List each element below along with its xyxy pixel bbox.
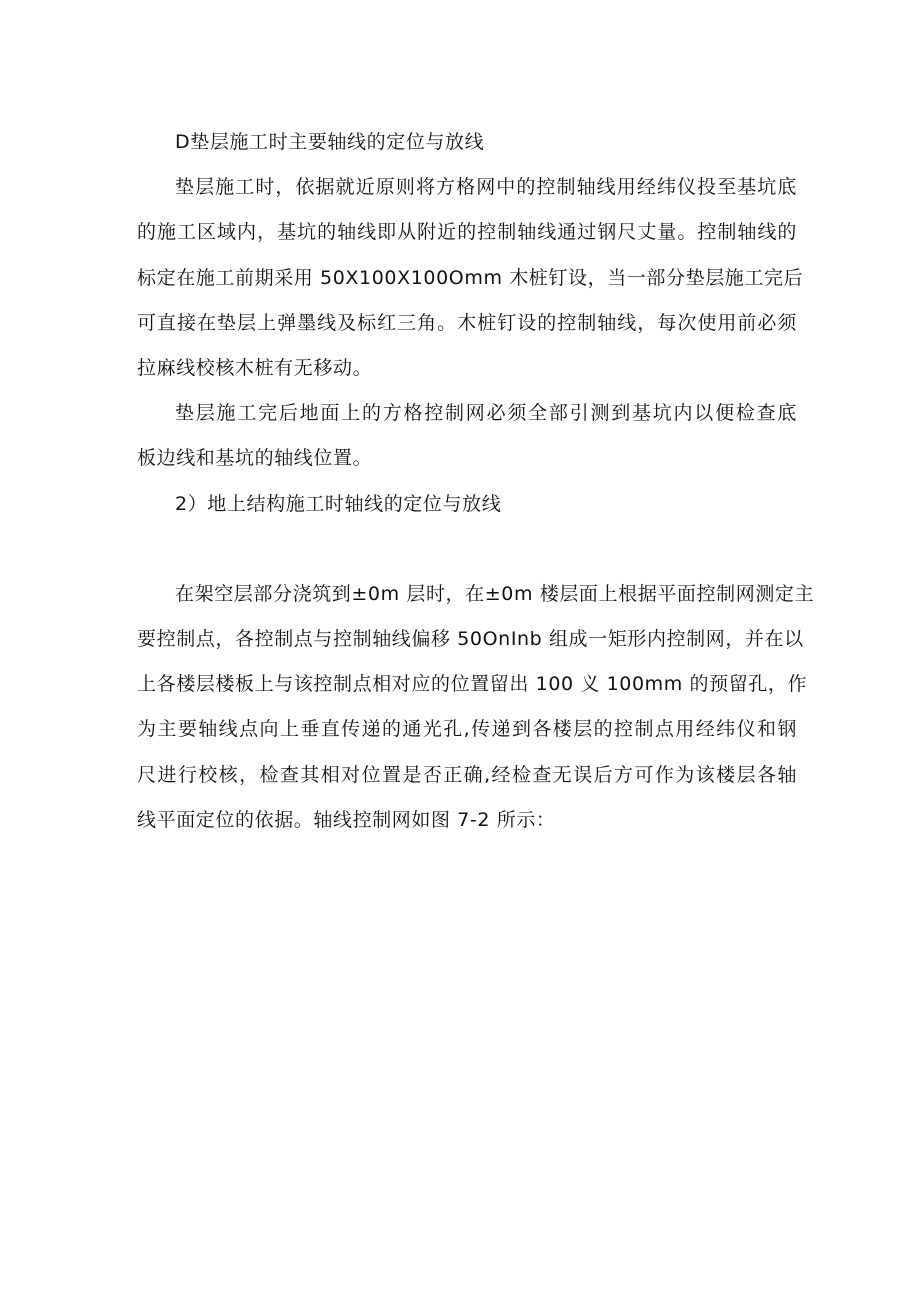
paragraph-3-line-2: 要控制点，各控制点与控制轴线偏移 50OnInb 组成一矩形内控制网，并在以 [137,628,804,650]
paragraph-3-line-5: 尺进行校核，检查其相对位置是否正确,经检查无误后方可作为该楼层各轴 [137,764,797,786]
paragraph-3-line-1: 在架空层部分浇筑到±0m 层时，在±0m 楼层面上根据平面控制网测定主 [175,583,815,605]
paragraph-1-line-3: 标定在施工前期采用 50X100X100Omm 木桩钉设，当一部分垫层施工完后 [137,267,804,289]
section-heading-2: 2）地上结构施工时轴线的定位与放线 [175,493,502,515]
paragraph-1-line-5: 拉麻线校核木桩有无移动。 [137,357,373,379]
paragraph-3-line-4: 为主要轴线点向上垂直传递的通光孔,传递到各楼层的控制点用经纬仪和钢 [137,718,797,740]
paragraph-1-line-2: 的施工区域内，基坑的轴线即从附近的控制轴线通过钢尺丈量。控制轴线的 [137,221,797,243]
section-heading-1: D垫层施工时主要轴线的定位与放线 [175,131,485,153]
paragraph-2-line-1: 垫层施工完后地面上的方格控制网必须全部引测到基坑内以便检查底 [175,402,797,424]
paragraph-3-line-3: 上各楼层楼板上与该控制点相对应的位置留出 100 义 100mm 的预留孔，作 [137,673,808,695]
paragraph-1-line-4: 可直接在垫层上弹墨线及标红三角。木桩钉设的控制轴线，每次使用前必须 [137,312,797,334]
paragraph-3-line-6: 线平面定位的依据。轴线控制网如图 7-2 所示： [137,809,556,831]
paragraph-1-line-1: 垫层施工时，依据就近原则将方格网中的控制轴线用经纬仪投至基坑底 [175,176,797,198]
paragraph-2-line-2: 板边线和基坑的轴线位置。 [137,447,373,469]
